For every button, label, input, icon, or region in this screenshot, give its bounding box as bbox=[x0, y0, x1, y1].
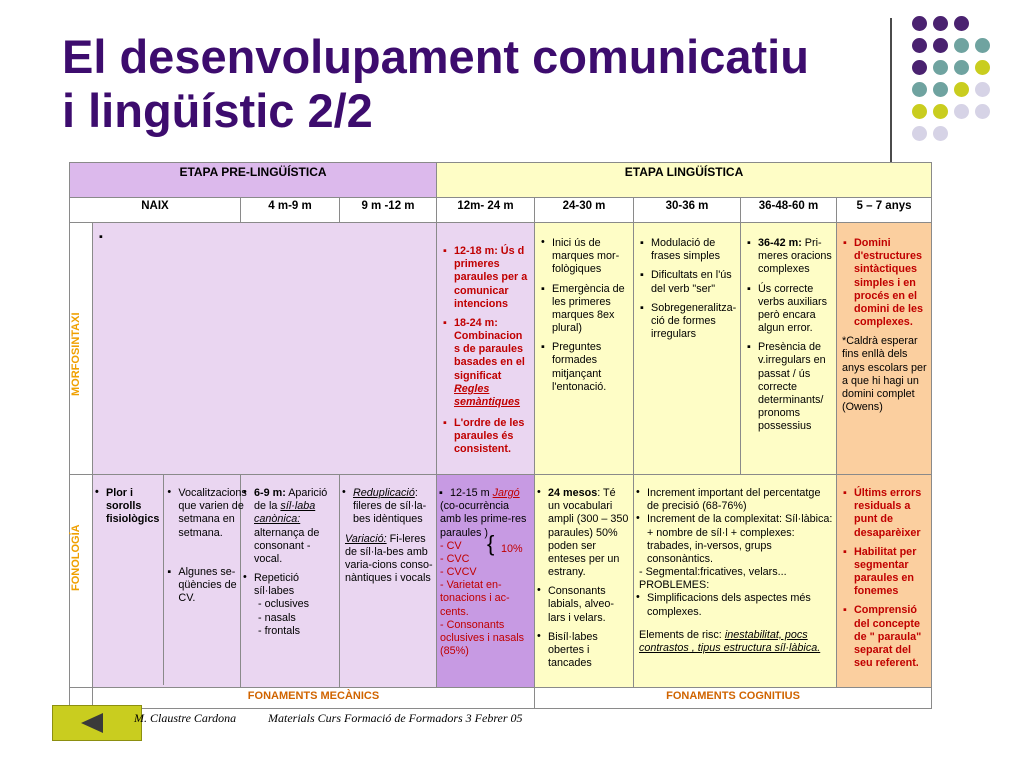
decorative-dot bbox=[954, 82, 969, 97]
fono-12-24m-cell bbox=[437, 475, 535, 688]
fono-risk-elements: Elements de risc: inestabilitat, pocs contrastos , tipus estructura síl·làbica. bbox=[639, 628, 821, 654]
foot-cognitius: FONAMENTS COGNITIUS bbox=[535, 688, 932, 709]
fono-12-24m-line: - CVC bbox=[440, 552, 470, 565]
slide-title-line1: El desenvolupament comunicatiu bbox=[62, 30, 809, 83]
fono-12-24m-line: (co-ocurrència amb les prime-res paraules ) bbox=[440, 500, 527, 539]
fono-naix-cell bbox=[93, 475, 247, 688]
stage-linguistic-header: ETAPA LINGÜÍSTICA bbox=[437, 163, 932, 198]
decorative-dot bbox=[975, 104, 990, 119]
fono-30-60m-cell bbox=[634, 475, 837, 688]
morfo-30-36m-cell bbox=[634, 223, 741, 475]
fono-4-9m-item: ▪ Algunes se-qüències de CV. bbox=[178, 566, 246, 606]
fono-9-12m-item: • Reduplicació: fileres de síl·la-bes idèntiques bbox=[353, 487, 433, 527]
morfo-30-36m-item: ▪ Sobregeneralitza-ció de formes irregulars bbox=[651, 302, 737, 342]
fono-5-7y-item: ▪ Últims errors residuals a punt de desaparèixer bbox=[854, 487, 928, 540]
fono-12-24m-item: ▪ 12-15 m Jargó bbox=[450, 487, 531, 500]
decorative-dot bbox=[912, 60, 927, 75]
decorative-dot bbox=[933, 60, 948, 75]
footer-course: Materials Curs Formació de Formadors 3 Febrer 05 bbox=[268, 711, 523, 725]
morfo-30-36m-item: ▪ Dificultats en l'ús del verb "ser" bbox=[651, 269, 737, 295]
fono-6-9m-sub: - oclusives bbox=[258, 598, 310, 611]
morfo-12-18m-item: ▪ 12-18 m: Ús d primeres paraules per a comunicar intencions bbox=[454, 245, 531, 311]
morfo-5-7y-cell bbox=[837, 223, 932, 475]
footer-author: M. Claustre Cardona bbox=[134, 711, 237, 725]
morfo-36-60m-cell bbox=[741, 223, 837, 475]
row-label-fonologia: FONOLOGÍA bbox=[70, 475, 93, 688]
age-header-5-7y: 5 – 7 anys bbox=[837, 198, 932, 223]
back-arrow-icon[interactable] bbox=[52, 705, 142, 741]
fono-12-24m-pct: 10% bbox=[501, 543, 523, 555]
decorative-dot bbox=[954, 38, 969, 53]
decorative-dot bbox=[912, 104, 927, 119]
decorative-dot bbox=[933, 126, 948, 141]
decorative-dot bbox=[975, 60, 990, 75]
decorative-dot bbox=[954, 60, 969, 75]
decorative-dot bbox=[975, 38, 990, 53]
fono-24-30m-item: • 24 mesos: Té un vocabulari ampli (300 – 350 paraules) 50% poden ser enteses per un estrany. bbox=[548, 487, 630, 579]
morfo-36-60m-item: ▪ Presència de v.irregulars en passat / ús correcte determinants/ pronoms possessius bbox=[758, 341, 833, 433]
fono-30-60m-line: - Segmental:fricatives, velars... PROBLEMES: bbox=[639, 566, 787, 592]
decorative-dot bbox=[912, 126, 927, 141]
fono-24-30m-item: • Bisíl·labes obertes i tancades bbox=[548, 631, 630, 671]
morfo-pre-cell bbox=[93, 223, 437, 475]
fono-9-12m-variacio: Variació: Fi-leres de síl·la-bes amb varia-cions conso-nàntiques i vocals bbox=[345, 532, 433, 585]
decorative-dot bbox=[954, 16, 969, 31]
fono-24-30m-cell bbox=[535, 475, 634, 688]
fono-12-24m-line: - Varietat en-tonacions i ac-cents. bbox=[440, 579, 510, 618]
decorative-dot bbox=[933, 38, 948, 53]
morfo-24-30m-item: • Inici ús de marques mor-fològiques bbox=[552, 237, 630, 277]
decorative-dot bbox=[954, 104, 969, 119]
brace-icon: { bbox=[487, 531, 495, 556]
fono-6-9m-sub: - nasals bbox=[258, 611, 296, 624]
fono-5-7y-item: ▪ Habilitat per segmentar paraules en fonemes bbox=[854, 546, 928, 599]
morfo-5-7y-note: *Caldrà esperar fins enllà dels anys escolars per a que hi hagi un domini complet (Owens) bbox=[842, 335, 927, 414]
fono-4-9m-item: • Vocalitzacions que varien de setmana en setmana. bbox=[178, 487, 246, 540]
decorative-dot bbox=[975, 82, 990, 97]
age-header-30-36m: 30-36 m bbox=[634, 198, 741, 223]
age-header-36-60m: 36-48-60 m bbox=[741, 198, 837, 223]
morfo-24-30m-item: ▪ Emergència de les primeres marques 8ex plural) bbox=[552, 283, 630, 336]
decorative-dot bbox=[912, 38, 927, 53]
fono-5-7y-cell bbox=[837, 475, 932, 688]
age-header-naix: NAIX bbox=[70, 198, 241, 223]
decorative-dot bbox=[933, 82, 948, 97]
morfo-18-24m-item: ▪ 18-24 m: Combinacion s de paraules basades en el significat Regles semàntiques bbox=[454, 317, 531, 409]
morfo-36-42m-item: ▪ 36-42 m: Pri-meres oracions complexes bbox=[758, 237, 833, 277]
fono-30-60m-item: • Increment important del percentatge de precisió (68-76%) bbox=[647, 487, 833, 513]
decorative-dot bbox=[912, 82, 927, 97]
morfo-5-7y-item: ▪ Domini d'estructures sintàctiques simples i en procés en el domini de les complexes. bbox=[854, 237, 928, 329]
fono-naix-item: • Plor i sorolls fisiològics bbox=[106, 487, 159, 527]
fono-6-9m-sub: - frontals bbox=[258, 624, 301, 637]
foot-mecanics: FONAMENTS MECÀNICS bbox=[93, 688, 535, 709]
fono-12-24m-line: - Consonants oclusives i nasals (85%) bbox=[440, 618, 525, 658]
fono-12-24m-line: - CV bbox=[440, 539, 462, 552]
fono-12-24m-line: - CVCV bbox=[440, 566, 477, 579]
fono-30-60m-item: • Simplificacions dels aspectes més complexes. bbox=[647, 592, 833, 618]
decorative-dot bbox=[933, 104, 948, 119]
decorative-dot bbox=[912, 16, 927, 31]
decorative-dots bbox=[912, 14, 1022, 164]
slide-title bbox=[62, 30, 882, 138]
fono-6-9m-cell bbox=[241, 475, 340, 688]
fono-9-12m-cell bbox=[340, 475, 437, 688]
fono-6-9m-item: • 6-9 m: Aparició de la síl·laba canònica: alternança de consonant - vocal. bbox=[254, 487, 336, 566]
morfo-30-36m-item: ▪ Modulació de frases simples bbox=[651, 237, 737, 263]
decorative-dot bbox=[933, 16, 948, 31]
stage-pre-linguistic-header: ETAPA PRE-LINGÜÍSTICA bbox=[70, 163, 437, 198]
morfo-order-item: ▪ L'ordre de les paraules és consistent. bbox=[454, 417, 531, 457]
development-table bbox=[69, 162, 932, 709]
age-header-12-24m: 12m- 24 m bbox=[437, 198, 535, 223]
fono-30-60m-item: • Increment de la complexitat: Síl·làbica: + nombre de síl·l + complexes: trabades, in-versos, grups consonàntics. bbox=[647, 513, 833, 566]
fono-6-9m-item: • Repetició síl·labes bbox=[254, 572, 336, 598]
divider-line bbox=[890, 18, 892, 163]
morfo-24-30m-item: ▪ Preguntes formades mitjançant l'entonació. bbox=[552, 341, 630, 394]
age-header-24-30m: 24-30 m bbox=[535, 198, 634, 223]
fono-24-30m-item: • Consonants labials, alveo-lars i velars. bbox=[548, 585, 630, 625]
morfo-24-30m-cell bbox=[535, 223, 634, 475]
fono-5-7y-item: ▪ Comprensió del concepte de " paraula" separat del seu referent. bbox=[854, 604, 928, 670]
morfo-12-24m-cell bbox=[437, 223, 535, 475]
slide-title-line2: i lingüístic 2/2 bbox=[62, 84, 373, 138]
age-header-9-12m: 9 m -12 m bbox=[340, 198, 437, 223]
age-header-4-9m: 4 m-9 m bbox=[241, 198, 340, 223]
morfo-36-60m-item: ▪ Ús correcte verbs auxiliars però encara algun error. bbox=[758, 283, 833, 336]
row-label-morfosintaxi: MORFOSINTAXI bbox=[70, 223, 93, 475]
